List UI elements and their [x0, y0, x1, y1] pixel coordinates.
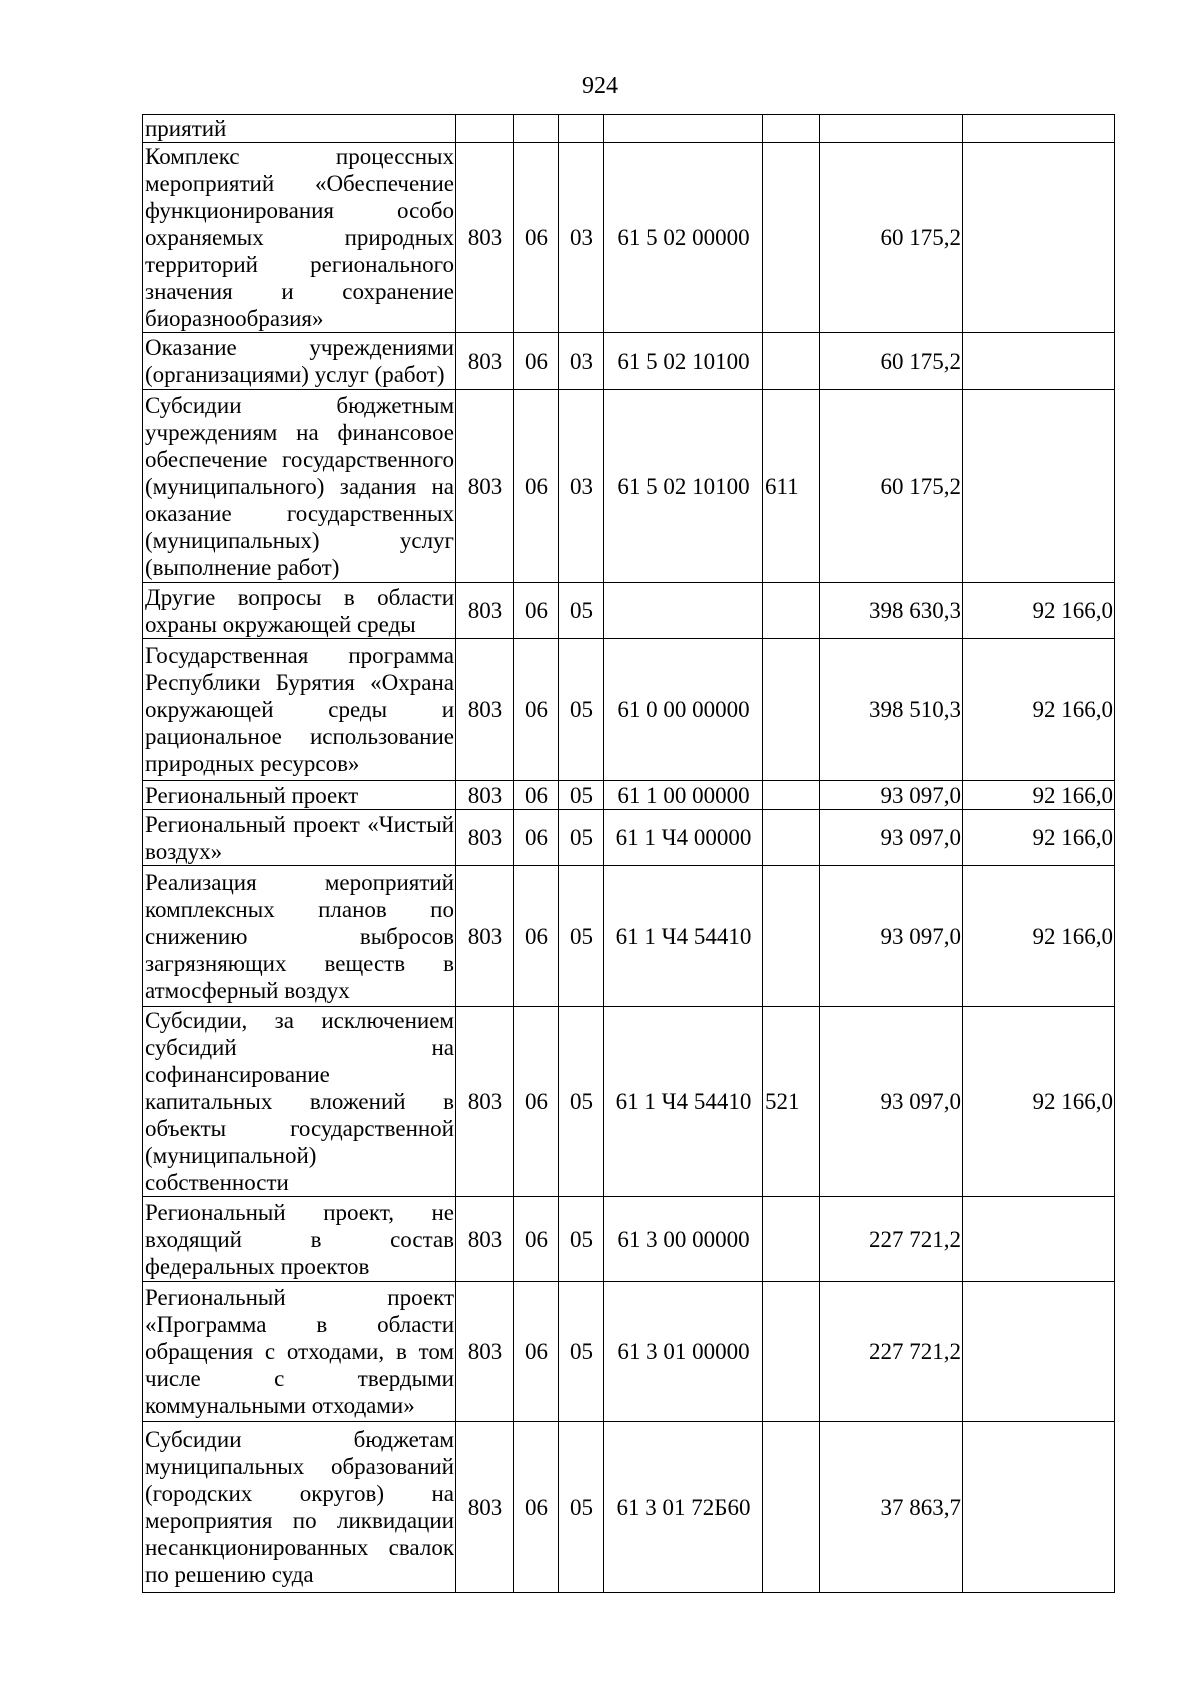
row-vr-code — [763, 781, 820, 810]
row-amount-1: 93 097,0 — [820, 810, 963, 866]
row-rz-code: 06 — [514, 1422, 559, 1593]
row-vr-code — [763, 866, 820, 1007]
row-amount-2: 92 166,0 — [963, 866, 1115, 1007]
row-name: Региональный проект «Чистый воздух» — [143, 810, 456, 866]
row-amount-2: 92 166,0 — [963, 781, 1115, 810]
row-name: Субсидии, за исключением субсидий на софинансирование капитальных вложений в объекты государственной (муниципальной) собственности — [143, 1007, 456, 1197]
page-number: 924 — [582, 73, 618, 99]
row-csr-code — [604, 115, 763, 143]
row-vr-code: 611 — [763, 390, 820, 583]
row-rz-code: 06 — [514, 639, 559, 781]
row-csr-code: 61 3 00 00000 — [604, 1197, 763, 1282]
table-row — [143, 115, 1115, 143]
row-name: Субсидии бюджетным учреждениям на финансовое обеспечение государственного (муниципального) задания на оказание государственных (муниципальных) услуг (выполнение работ) — [143, 390, 456, 583]
table-row — [143, 390, 1115, 583]
table-body — [143, 115, 1115, 1593]
row-vr-code — [763, 115, 820, 143]
budget-table — [142, 114, 1115, 1593]
row-csr-code: 61 3 01 72Б60 — [604, 1422, 763, 1593]
row-amount-2 — [963, 115, 1115, 143]
row-pr-code: 05 — [559, 639, 604, 781]
row-csr-code: 61 1 Ч4 54410 — [604, 866, 763, 1007]
table-row — [143, 1197, 1115, 1282]
row-amount-1: 93 097,0 — [820, 1007, 963, 1197]
row-amount-2 — [963, 143, 1115, 333]
row-gr-code: 803 — [456, 1197, 514, 1282]
row-rz-code — [514, 115, 559, 143]
row-rz-code: 06 — [514, 143, 559, 333]
row-vr-code — [763, 583, 820, 639]
row-name: Субсидии бюджетам муниципальных образований (городских округов) на мероприятия по ликвидации несанкционированных свалок по решению суда — [143, 1422, 456, 1593]
row-gr-code — [456, 115, 514, 143]
table-row — [143, 781, 1115, 810]
row-pr-code: 05 — [559, 1007, 604, 1197]
row-name: Региональный проект — [143, 781, 456, 810]
table-row — [143, 1007, 1115, 1197]
row-gr-code: 803 — [456, 1007, 514, 1197]
row-gr-code: 803 — [456, 333, 514, 390]
row-rz-code: 06 — [514, 866, 559, 1007]
table-row — [143, 1422, 1115, 1593]
row-name: Региональный проект, не входящий в состав федеральных проектов — [143, 1197, 456, 1282]
row-pr-code — [559, 115, 604, 143]
table-row — [143, 333, 1115, 390]
row-amount-1: 60 175,2 — [820, 390, 963, 583]
row-vr-code — [763, 1197, 820, 1282]
table-row — [143, 810, 1115, 866]
table-row — [143, 583, 1115, 639]
row-gr-code: 803 — [456, 143, 514, 333]
row-csr-code: 61 0 00 00000 — [604, 639, 763, 781]
table-row — [143, 639, 1115, 781]
row-vr-code — [763, 143, 820, 333]
row-gr-code: 803 — [456, 866, 514, 1007]
row-gr-code: 803 — [456, 583, 514, 639]
row-gr-code: 803 — [456, 639, 514, 781]
row-csr-code — [604, 583, 763, 639]
row-csr-code: 61 5 02 00000 — [604, 143, 763, 333]
row-pr-code: 03 — [559, 333, 604, 390]
row-name: приятий — [143, 115, 456, 143]
table-row — [143, 866, 1115, 1007]
row-amount-1: 398 510,3 — [820, 639, 963, 781]
row-pr-code: 03 — [559, 390, 604, 583]
row-vr-code: 521 — [763, 1007, 820, 1197]
row-amount-1: 227 721,2 — [820, 1197, 963, 1282]
row-rz-code: 06 — [514, 583, 559, 639]
row-pr-code: 05 — [559, 810, 604, 866]
row-vr-code — [763, 639, 820, 781]
table-row — [143, 143, 1115, 333]
row-rz-code: 06 — [514, 390, 559, 583]
row-amount-2: 92 166,0 — [963, 583, 1115, 639]
row-name: Другие вопросы в области охраны окружающей среды — [143, 583, 456, 639]
row-amount-1 — [820, 115, 963, 143]
row-amount-1: 227 721,2 — [820, 1282, 963, 1422]
row-name: Оказание учреждениями (организациями) услуг (работ) — [143, 333, 456, 390]
row-amount-1: 60 175,2 — [820, 333, 963, 390]
row-csr-code: 61 1 00 00000 — [604, 781, 763, 810]
row-csr-code: 61 5 02 10100 — [604, 390, 763, 583]
row-name: Реализация мероприятий комплексных планов по снижению выбросов загрязняющих веществ в атмосферный воздух — [143, 866, 456, 1007]
row-gr-code: 803 — [456, 781, 514, 810]
row-vr-code — [763, 1422, 820, 1593]
row-csr-code: 61 1 Ч4 00000 — [604, 810, 763, 866]
row-pr-code: 05 — [559, 1282, 604, 1422]
row-vr-code — [763, 1282, 820, 1422]
row-amount-2: 92 166,0 — [963, 639, 1115, 781]
row-name: Региональный проект «Программа в области обращения с отходами, в том числе с твердыми коммунальными отходами» — [143, 1282, 456, 1422]
row-csr-code: 61 1 Ч4 54410 — [604, 1007, 763, 1197]
row-gr-code: 803 — [456, 1422, 514, 1593]
row-amount-2 — [963, 1282, 1115, 1422]
row-csr-code: 61 3 01 00000 — [604, 1282, 763, 1422]
row-amount-2 — [963, 1422, 1115, 1593]
row-amount-1: 60 175,2 — [820, 143, 963, 333]
row-pr-code: 05 — [559, 583, 604, 639]
row-vr-code — [763, 333, 820, 390]
row-amount-1: 93 097,0 — [820, 781, 963, 810]
row-pr-code: 05 — [559, 781, 604, 810]
row-amount-2 — [963, 333, 1115, 390]
row-rz-code: 06 — [514, 1282, 559, 1422]
row-csr-code: 61 5 02 10100 — [604, 333, 763, 390]
row-amount-1: 93 097,0 — [820, 866, 963, 1007]
row-gr-code: 803 — [456, 810, 514, 866]
row-amount-2: 92 166,0 — [963, 810, 1115, 866]
row-vr-code — [763, 810, 820, 866]
row-rz-code: 06 — [514, 1007, 559, 1197]
row-amount-2: 92 166,0 — [963, 1007, 1115, 1197]
row-pr-code: 03 — [559, 143, 604, 333]
row-amount-1: 398 630,3 — [820, 583, 963, 639]
row-rz-code: 06 — [514, 333, 559, 390]
row-pr-code: 05 — [559, 1197, 604, 1282]
row-rz-code: 06 — [514, 781, 559, 810]
row-pr-code: 05 — [559, 1422, 604, 1593]
row-amount-1: 37 863,7 — [820, 1422, 963, 1593]
row-amount-2 — [963, 390, 1115, 583]
row-rz-code: 06 — [514, 1197, 559, 1282]
row-rz-code: 06 — [514, 810, 559, 866]
row-gr-code: 803 — [456, 390, 514, 583]
row-amount-2 — [963, 1197, 1115, 1282]
row-name: Комплекс процессных мероприятий «Обеспечение функционирования особо охраняемых природных территорий регионального значения и сохранение биоразнообразия» — [143, 143, 456, 333]
row-name: Государственная программа Республики Бурятия «Охрана окружающей среды и рациональное использование природных ресурсов» — [143, 639, 456, 781]
row-pr-code: 05 — [559, 866, 604, 1007]
row-gr-code: 803 — [456, 1282, 514, 1422]
table-row — [143, 1282, 1115, 1422]
